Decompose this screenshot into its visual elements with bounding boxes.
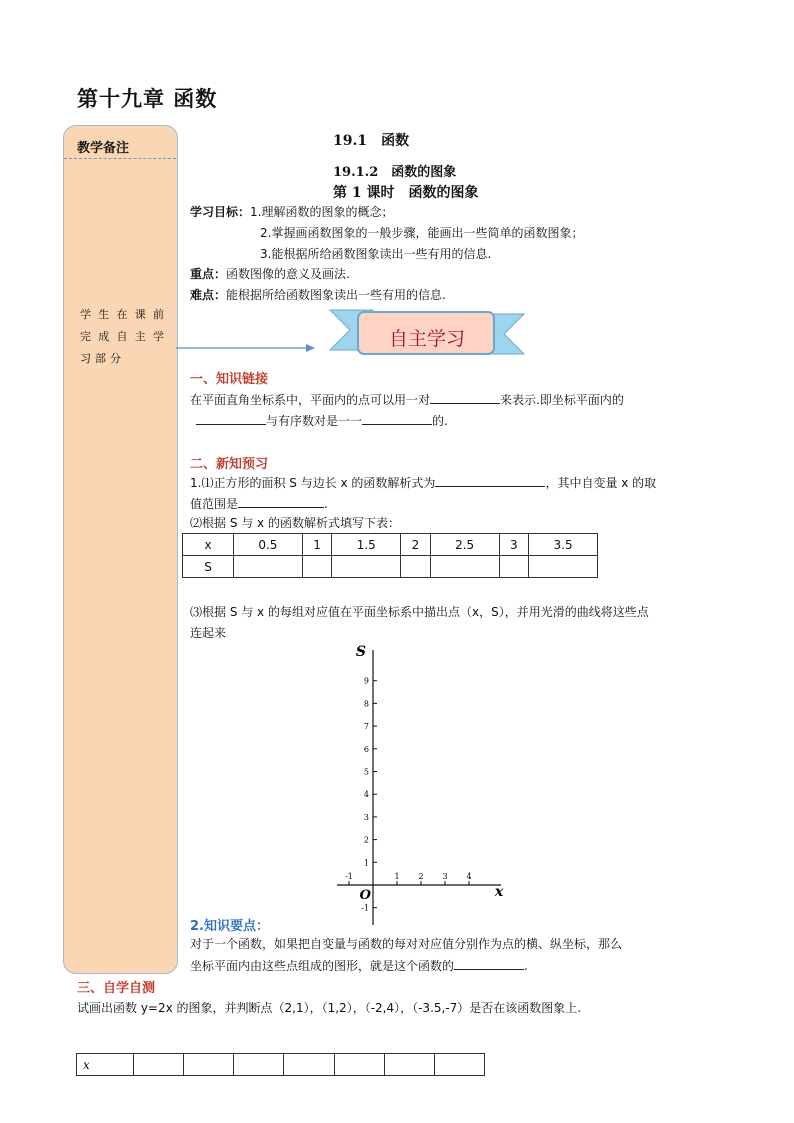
note-line: 完成自主学 xyxy=(80,330,164,343)
part2-q3-cont: 连起来 xyxy=(190,626,227,640)
table-row xyxy=(77,1054,485,1076)
table-input-cell[interactable] xyxy=(499,556,529,578)
table-input-cell[interactable] xyxy=(184,1054,234,1076)
part1-line-2 xyxy=(196,412,448,429)
y2x-table xyxy=(76,1053,485,1076)
answer-blank[interactable] xyxy=(362,412,432,425)
table-input-cell[interactable] xyxy=(334,1054,384,1076)
part1-line-1 xyxy=(190,391,624,408)
table-row xyxy=(183,556,598,578)
chapter-title: 第十九章 函数 xyxy=(77,87,218,111)
text-segment: 坐标平面内由这些点组成的图形，就是这个函数的 xyxy=(190,959,455,973)
lesson-title: 第 1 课时 函数的图象 xyxy=(333,185,479,201)
note-line: 习部分 xyxy=(80,352,125,365)
panel-divider xyxy=(64,158,176,159)
table-input-cell[interactable] xyxy=(384,1054,434,1076)
coordinate-plane xyxy=(320,640,520,930)
text-segment: 值范围是 xyxy=(190,497,239,511)
objective-item: 2.掌握画函数图象的一般步骤，能画出一些简单的函数图象； xyxy=(260,226,584,240)
table-row xyxy=(183,534,598,556)
table-input-cell[interactable] xyxy=(234,556,303,578)
y-tick-label: 2 xyxy=(363,835,369,845)
answer-blank[interactable] xyxy=(454,957,524,970)
text-segment: 来表示.即坐标平面内的 xyxy=(500,393,624,407)
table-cell: 1 xyxy=(302,534,332,556)
table-cell: S xyxy=(183,556,234,578)
x-axis-label: x xyxy=(494,884,504,900)
x-tick-label: 2 xyxy=(418,872,424,881)
part2-key-line-2 xyxy=(190,957,528,974)
table-cell: 2.5 xyxy=(430,534,499,556)
table-cell: 3.5 xyxy=(529,534,598,556)
text-segment: ，其中自变量 x 的取 xyxy=(545,476,657,490)
part2-q2: ⑵根据 S 与 x 的函数解析式填写下表： xyxy=(190,516,400,530)
x-tick-label: -1 xyxy=(345,872,353,881)
objective-item: 1.理解函数的图象的概念； xyxy=(250,205,394,219)
banner-text: 自主学习 xyxy=(388,328,465,350)
table-cell: x xyxy=(183,534,234,556)
note-line: 学生在课前 xyxy=(80,308,164,321)
y-tick-label: 4 xyxy=(363,790,369,800)
table-cell: 1.5 xyxy=(332,534,401,556)
text-segment: 与有序数对是一一 xyxy=(266,414,363,428)
objectives-label: 学习目标： xyxy=(190,205,251,219)
teaching-notes-panel xyxy=(63,125,178,974)
y-axis-label: S xyxy=(355,644,366,660)
part1-heading: 一、知识链接 xyxy=(190,372,269,387)
y-tick-label: -1 xyxy=(361,903,369,913)
table-input-cell[interactable] xyxy=(302,556,332,578)
self-study-banner xyxy=(328,308,526,360)
table-input-cell[interactable] xyxy=(332,556,401,578)
part3-heading: 三、自学自测 xyxy=(77,981,156,996)
objectives-line-1 xyxy=(190,204,393,220)
part2-q1 xyxy=(190,474,656,491)
origin-label: O xyxy=(359,888,371,903)
table-cell: x xyxy=(77,1054,134,1076)
teaching-notes-header: 教学备注 xyxy=(77,141,130,156)
table-input-cell[interactable] xyxy=(434,1054,484,1076)
table-input-cell[interactable] xyxy=(234,1054,284,1076)
subsection-title: 19.1.2 函数的图象 xyxy=(333,165,457,180)
y-tick-label: 9 xyxy=(363,676,369,686)
y-tick-label: 7 xyxy=(363,722,369,732)
table-input-cell[interactable] xyxy=(529,556,598,578)
part2-q1-range xyxy=(190,495,328,512)
x-tick-label: 3 xyxy=(442,872,448,881)
answer-blank[interactable] xyxy=(435,474,545,487)
text-segment: 1.⑴正方形的面积 S 与边长 x 的函数解析式为 xyxy=(190,476,436,490)
section-title: 19.1 函数 xyxy=(333,133,410,149)
text-segment: . xyxy=(524,959,528,973)
part2-key-line-1: 对于一个函数，如果把自变量与函数的每对对应值分别作为点的横、纵坐标，那么 xyxy=(190,937,623,951)
table-input-cell[interactable] xyxy=(284,1054,334,1076)
answer-blank[interactable] xyxy=(196,412,266,425)
difficulty-text: 能根据所给函数图象读出一些有用的信息. xyxy=(226,288,446,302)
y-tick-label: 5 xyxy=(363,767,369,777)
y-tick-label: 3 xyxy=(363,812,369,822)
text-segment: . xyxy=(324,497,328,511)
table-input-cell[interactable] xyxy=(401,556,431,578)
table-cell: 3 xyxy=(499,534,529,556)
table-input-cell[interactable] xyxy=(430,556,499,578)
table-input-cell[interactable] xyxy=(134,1054,184,1076)
y-tick-label: 1 xyxy=(363,858,369,868)
text-segment: 在平面直角坐标系中，平面内的点可以用一对 xyxy=(190,393,431,407)
answer-blank[interactable] xyxy=(238,495,324,508)
part3-text: 试画出函数 y=2x 的图象，并判断点（2,1），（1,2），（-2,4），（-3.5,-7）是否在该函数图象上. xyxy=(77,1001,582,1015)
key-point xyxy=(190,266,350,282)
answer-blank[interactable] xyxy=(430,391,500,404)
s-x-table xyxy=(182,533,598,578)
text-segment: 的. xyxy=(432,414,448,428)
key-point-text: 函数图像的意义及画法. xyxy=(226,267,350,281)
part2-q3: ⑶根据 S 与 x 的每组对应值在平面坐标系中描出点（x，S），并用光滑的曲线将这些点 xyxy=(190,605,649,619)
y-tick-label: 8 xyxy=(363,699,369,709)
teaching-note xyxy=(80,304,164,370)
x-tick-label: 4 xyxy=(466,872,472,881)
table-cell: 2 xyxy=(401,534,431,556)
difficulty xyxy=(190,287,446,303)
x-tick-label: 1 xyxy=(394,872,400,881)
key-point-label: 重点： xyxy=(190,267,227,281)
y-tick-label: 6 xyxy=(363,744,369,754)
part2-key-heading: 2.知识要点： xyxy=(190,919,269,934)
arrow-right-icon xyxy=(176,341,316,355)
objective-item: 3.能根据所给函数图象读出一些有用的信息. xyxy=(260,247,492,261)
part2-heading: 二、新知预习 xyxy=(190,457,269,472)
table-cell: 0.5 xyxy=(234,534,303,556)
difficulty-label: 难点： xyxy=(190,288,227,302)
